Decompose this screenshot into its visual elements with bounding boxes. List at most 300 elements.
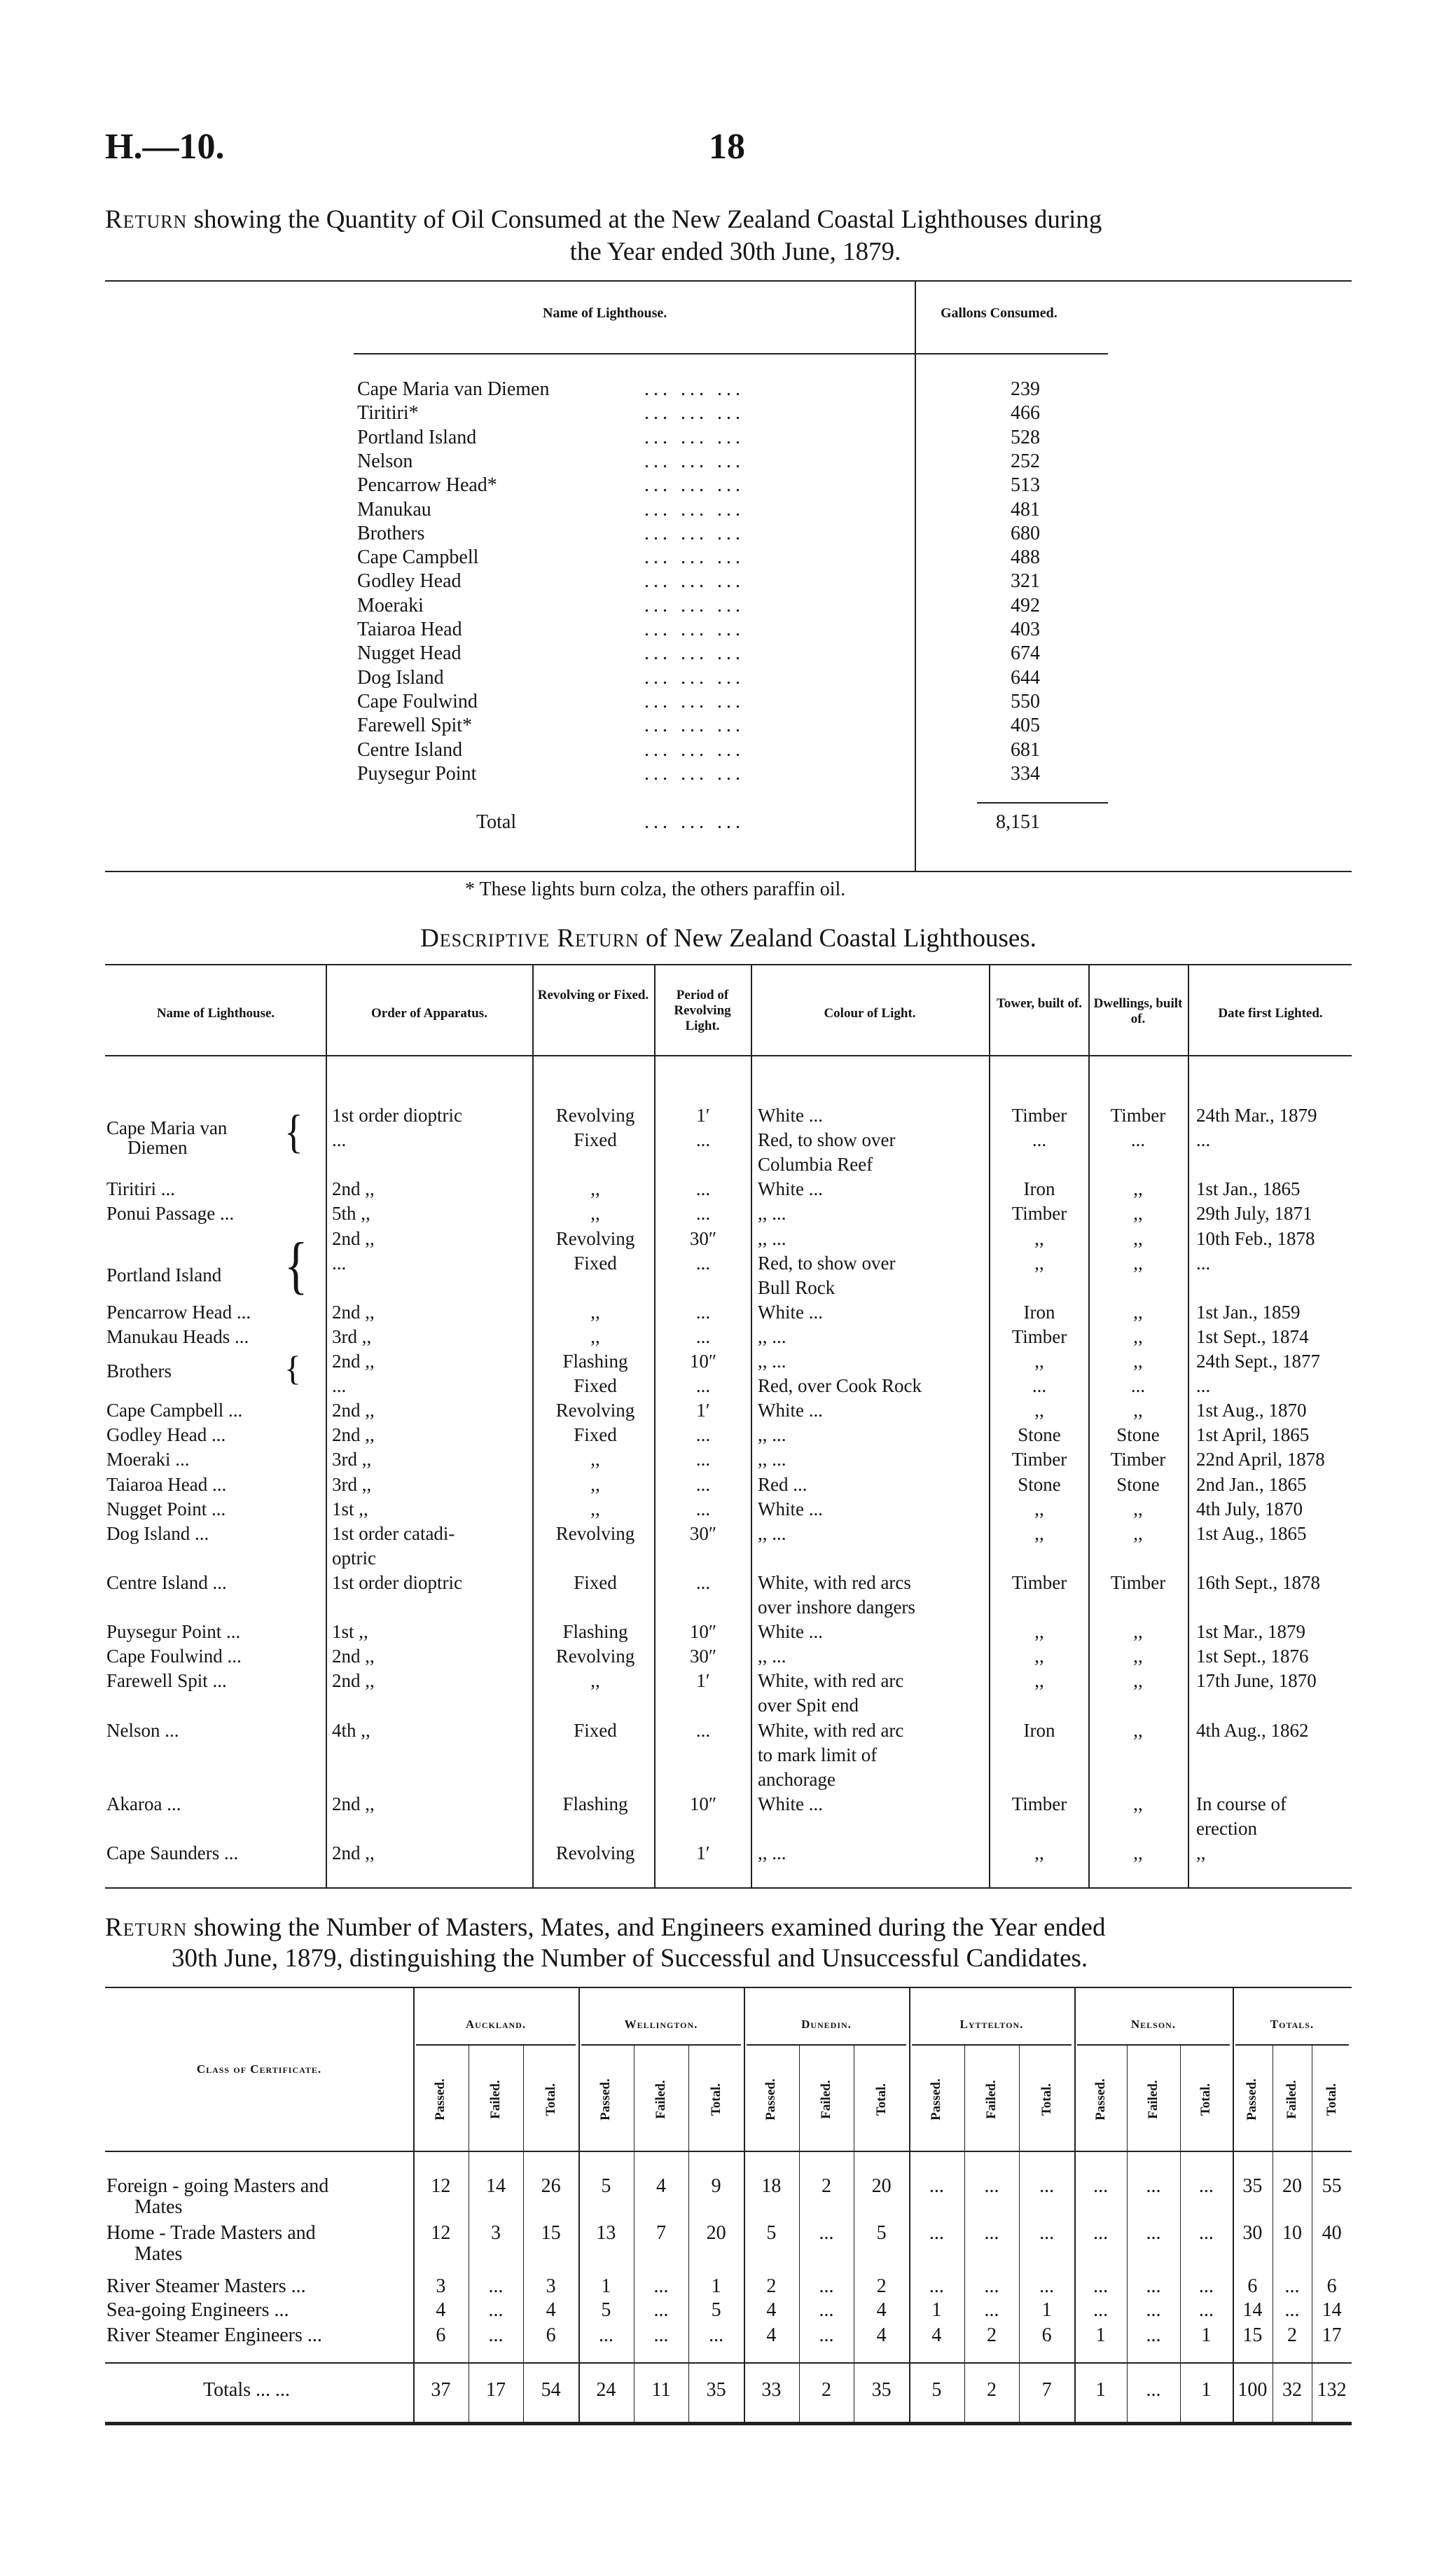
brace-icon: { (284, 1231, 308, 1302)
oil-gallons: 466 (1011, 402, 1040, 425)
masters-group-header: Nelson. (1130, 2018, 1177, 2031)
oil-leader: ... ... ... (644, 570, 744, 593)
desc-period: 1′ (696, 1105, 710, 1126)
desc-title-rest: of New Zealand Coastal Lighthouses. (645, 924, 1036, 953)
masters-cell: 40 (1322, 2222, 1342, 2244)
oil-lighthouse-name: Dog Island (357, 666, 444, 689)
desc-name: Moeraki ... (106, 1449, 190, 1470)
oil-gallons: 513 (1011, 474, 1040, 497)
desc-period: ... (695, 1498, 711, 1519)
desc-order: 1st ,, (332, 1621, 368, 1643)
oil-gallons: 403 (1011, 619, 1040, 640)
masters-cell: ... (488, 2324, 504, 2346)
desc-tower: ,, (1034, 1646, 1044, 1667)
desc-revolving: Fixed (574, 1129, 617, 1151)
desc-dwellings: ,, (1133, 1178, 1143, 1200)
desc-h-tower: Tower, built of. (996, 996, 1083, 1011)
masters-cell: ... (653, 2275, 669, 2297)
masters-cell: 35 (1242, 2175, 1263, 2197)
masters-cell: 20 (871, 2175, 892, 2197)
desc-order: ... (332, 1375, 347, 1397)
masters-cell: 6 (1247, 2275, 1258, 2297)
masters-cell: 5 (601, 2175, 611, 2197)
masters-total-cell: 132 (1317, 2379, 1347, 2401)
masters-cell: 55 (1322, 2175, 1342, 2197)
desc-name: Ponui Passage ... (106, 1203, 235, 1225)
desc-order: 1st ,, (332, 1498, 368, 1519)
desc-period: ... (695, 1178, 711, 1200)
oil-lighthouse-name: Cape Foulwind (357, 690, 478, 712)
desc-tower: Stone (1018, 1424, 1061, 1446)
desc-order: 1st order dioptric (332, 1105, 462, 1126)
desc-order: 3rd ,, (332, 1449, 372, 1470)
masters-cell: 6 (546, 2324, 556, 2346)
desc-dwellings: ,, (1133, 1621, 1143, 1643)
oil-gallons: 334 (1011, 762, 1040, 785)
masters-cell: ... (929, 2275, 944, 2297)
desc-tower: ,, (1034, 1400, 1044, 1421)
desc-tower: ,, (1034, 1252, 1044, 1274)
masters-cell: 5 (876, 2222, 887, 2244)
masters-cell: 10 (1282, 2222, 1302, 2244)
desc-period: 30″ (689, 1646, 717, 1667)
masters-cell: 9 (711, 2175, 721, 2197)
desc-name: Puysegur Point ... (106, 1621, 241, 1643)
masters-cell: 20 (1282, 2175, 1302, 2197)
desc-dwellings: ,, (1133, 1252, 1143, 1274)
masters-cell: ... (819, 2299, 834, 2321)
masters-group-rule (416, 2044, 576, 2046)
masters-cell: 1 (1041, 2299, 1052, 2321)
oil-header-rule-2 (915, 353, 1108, 354)
masters-group-rule (1077, 2044, 1230, 2046)
desc-name: Manukau Heads ... (106, 1325, 249, 1347)
oil-leader: ... ... ... (644, 498, 744, 521)
desc-tower: ,, (1034, 1621, 1044, 1643)
desc-colour: ,, ... (758, 1449, 786, 1470)
oil-leader: ... ... ... (644, 762, 744, 785)
masters-cell: ... (1093, 2222, 1109, 2244)
desc-column-line (532, 964, 534, 1887)
masters-cell: 4 (766, 2299, 777, 2321)
desc-column-line (654, 964, 656, 1887)
oil-return-title (105, 205, 1366, 235)
desc-period: 1′ (696, 1400, 710, 1421)
desc-colour: over Spit end (758, 1695, 859, 1716)
desc-revolving: Revolving (555, 1646, 635, 1667)
masters-cell: ... (653, 2324, 669, 2346)
desc-colour: Red ... (758, 1473, 807, 1495)
desc-order: 3rd ,, (332, 1325, 372, 1347)
masters-total-cell: 35 (871, 2379, 892, 2401)
desc-name: Portland Island (106, 1264, 222, 1286)
masters-cell: 18 (761, 2175, 782, 2197)
masters-cell: ... (1198, 2175, 1214, 2197)
desc-date: 1st Aug., 1870 (1196, 1400, 1307, 1421)
masters-group-header: Auckland. (465, 2018, 527, 2031)
masters-totals-rule (105, 2362, 1352, 2364)
desc-dwellings: Timber (1110, 1571, 1166, 1593)
desc-dwellings: ... (1130, 1375, 1146, 1397)
masters-title-line2: 30th June, 1879, distinguishing the Number of Successful and Unsuccessful Candidates. (172, 1944, 1088, 1973)
masters-sub-header: Failed. (653, 2080, 668, 2119)
masters-sub-header: Passed. (1244, 2079, 1260, 2121)
masters-sub-header: Failed. (1284, 2080, 1299, 2119)
masters-top-rule (105, 1987, 1352, 1988)
desc-colour: Red, over Cook Rock (758, 1375, 922, 1397)
desc-revolving: ,, (590, 1301, 600, 1323)
desc-period: 10″ (689, 1621, 717, 1643)
masters-cell: ... (1039, 2222, 1055, 2244)
desc-tower: ,, (1034, 1670, 1044, 1692)
masters-cell: ... (1039, 2175, 1055, 2197)
masters-cell: 6 (1326, 2275, 1337, 2297)
oil-gallons: 550 (1011, 690, 1040, 712)
masters-cell: 3 (546, 2275, 556, 2297)
desc-dwellings: Timber (1110, 1449, 1166, 1470)
oil-leader: ... ... ... (644, 666, 744, 689)
masters-total-cell: 32 (1282, 2379, 1302, 2401)
masters-title-smallcaps: Return (105, 1913, 188, 1942)
masters-title-rest: showing the Number of Masters, Mates, and Engineers examined during the Year ended (193, 1913, 1106, 1942)
desc-dwellings: Timber (1110, 1105, 1166, 1126)
desc-tower: Iron (1023, 1719, 1055, 1741)
desc-name: Dog Island ... (106, 1522, 209, 1544)
desc-h-revolving: Revolving or Fixed. (537, 988, 649, 1002)
desc-colour: anchorage (758, 1768, 836, 1790)
desc-column-line (326, 964, 327, 1887)
desc-title-smallcaps: Descriptive Return (420, 924, 639, 953)
masters-cell: 1 (601, 2275, 611, 2297)
masters-row-label: Home - Trade Masters and (106, 2222, 316, 2244)
masters-total-cell: 7 (1041, 2379, 1052, 2401)
desc-revolving: ,, (590, 1203, 600, 1225)
masters-total-cell: 35 (706, 2379, 726, 2401)
desc-dwellings: ,, (1133, 1351, 1143, 1372)
masters-sub-header: Passed. (929, 2079, 944, 2121)
oil-lighthouse-name: Tiritiri* (357, 402, 419, 425)
oil-header-rule (354, 353, 915, 354)
desc-date: ,, (1196, 1842, 1206, 1863)
masters-group-header: Totals. (1270, 2018, 1315, 2031)
desc-revolving: Fixed (574, 1424, 617, 1446)
masters-cell: 12 (431, 2222, 451, 2244)
desc-date: 1st Jan., 1859 (1196, 1301, 1301, 1323)
desc-name: Farewell Spit ... (106, 1670, 227, 1692)
desc-date: ... (1196, 1252, 1211, 1274)
masters-cell: ... (984, 2222, 999, 2244)
masters-cell: 5 (766, 2222, 777, 2244)
masters-total-cell: 17 (486, 2379, 506, 2401)
masters-cell: ... (1146, 2299, 1161, 2321)
desc-dwellings: ,, (1133, 1498, 1143, 1519)
desc-colour: over inshore dangers (758, 1597, 915, 1618)
descriptive-title (105, 923, 1352, 953)
desc-name: Taiaroa Head ... (106, 1473, 227, 1495)
desc-revolving: ,, (590, 1670, 600, 1692)
oil-gallons: 492 (1011, 594, 1040, 616)
masters-cell: ... (1146, 2275, 1161, 2297)
desc-date: 17th June, 1870 (1196, 1670, 1317, 1692)
desc-order: ... (332, 1129, 347, 1151)
desc-colour: to mark limit of (758, 1744, 878, 1765)
masters-bottom-rule (105, 2422, 1352, 2425)
desc-period: ... (695, 1252, 711, 1274)
desc-order: optric (332, 1547, 376, 1569)
desc-h-colour: Colour of Light. (824, 1006, 916, 1021)
desc-tower: ... (1032, 1129, 1047, 1151)
masters-cell: 5 (601, 2299, 611, 2321)
oil-total-leader: ... ... ... (644, 811, 744, 833)
masters-cell: ... (1039, 2275, 1055, 2297)
desc-dwellings: ,, (1133, 1400, 1143, 1421)
oil-lighthouse-name: Centre Island (357, 738, 463, 761)
oil-lighthouse-name: Manukau (357, 498, 431, 521)
oil-leader: ... ... ... (644, 450, 744, 472)
masters-group-line (1074, 1987, 1076, 2422)
desc-revolving: Fixed (574, 1375, 617, 1397)
desc-revolving: Flashing (562, 1621, 628, 1643)
masters-cell: 2 (987, 2324, 997, 2346)
masters-group-line (578, 1987, 580, 2422)
oil-gallons: 680 (1011, 522, 1040, 544)
desc-revolving: Revolving (555, 1400, 635, 1421)
masters-total-cell: 37 (431, 2379, 451, 2401)
document-id: H.—10. (105, 127, 225, 167)
desc-date: 1st Jan., 1865 (1196, 1178, 1301, 1200)
masters-sub-header: Failed. (819, 2080, 833, 2119)
masters-cell: ... (819, 2324, 834, 2346)
desc-date: 2nd Jan., 1865 (1196, 1473, 1307, 1495)
desc-revolving: Flashing (562, 1351, 628, 1372)
desc-colour: Red, to show over (758, 1129, 896, 1151)
masters-cell: 15 (1242, 2324, 1263, 2346)
desc-revolving: ,, (590, 1498, 600, 1519)
desc-period: ... (695, 1473, 711, 1495)
desc-tower: Iron (1023, 1178, 1055, 1200)
oil-leader: ... ... ... (644, 594, 744, 616)
desc-name-cont: Diemen (127, 1136, 188, 1158)
desc-dwellings: ,, (1133, 1522, 1143, 1544)
masters-cell: 7 (656, 2222, 666, 2244)
masters-cell: ... (1284, 2299, 1300, 2321)
desc-h-order: Order of Apparatus. (371, 1006, 487, 1021)
desc-revolving: Revolving (555, 1227, 635, 1249)
masters-sub-header: Total. (873, 2083, 889, 2116)
masters-cell: 14 (486, 2175, 506, 2197)
oil-leader: ... ... ... (644, 426, 744, 448)
masters-cell: 6 (436, 2324, 446, 2346)
masters-sub-header: Passed. (1093, 2079, 1108, 2121)
oil-lighthouse-name: Portland Island (357, 426, 477, 448)
desc-order: 1st order catadi- (332, 1522, 455, 1544)
desc-dwellings: ,, (1133, 1227, 1143, 1249)
desc-h-dwellings: Dwellings, built of. (1093, 996, 1183, 1026)
masters-cell: 30 (1242, 2222, 1263, 2244)
masters-cell: 1 (711, 2275, 721, 2297)
masters-row-label: Foreign - going Masters and (106, 2175, 329, 2197)
desc-name: Cape Saunders ... (106, 1842, 239, 1863)
desc-name: Cape Foulwind ... (106, 1646, 242, 1667)
masters-cell: ... (1146, 2324, 1161, 2346)
desc-revolving: ,, (590, 1178, 600, 1200)
masters-cell: ... (1198, 2299, 1214, 2321)
oil-lighthouse-name: Farewell Spit* (357, 715, 473, 737)
desc-column-line (1188, 964, 1189, 1887)
masters-sub-header: Total. (1324, 2083, 1339, 2116)
masters-group-rule (581, 2044, 741, 2046)
oil-leader: ... ... ... (644, 378, 744, 400)
desc-dwellings: ... (1130, 1129, 1146, 1151)
desc-date: 1st April, 1865 (1196, 1424, 1310, 1446)
masters-cell: ... (653, 2299, 669, 2321)
desc-colour: Columbia Reef (758, 1154, 873, 1176)
desc-order: 2nd ,, (332, 1793, 375, 1814)
desc-period: ... (695, 1375, 711, 1397)
desc-order: 2nd ,, (332, 1842, 375, 1863)
masters-sub-line (523, 2044, 524, 2422)
desc-period: ... (695, 1719, 711, 1741)
masters-total-cell: 2 (987, 2379, 997, 2401)
masters-row-label: River Steamer Engineers ... (106, 2324, 322, 2346)
desc-colour: ,, ... (758, 1424, 786, 1446)
desc-period: ... (695, 1325, 711, 1347)
oil-lighthouse-name: Cape Maria van Diemen (357, 378, 550, 400)
desc-date: 4th Aug., 1862 (1196, 1719, 1309, 1741)
oil-lighthouse-name: Nelson (357, 450, 413, 472)
masters-cell: 12 (431, 2175, 451, 2197)
masters-cell: ... (819, 2275, 834, 2297)
oil-leader: ... ... ... (644, 474, 744, 497)
desc-top-rule (105, 964, 1352, 965)
title-smallcaps: Return (105, 205, 188, 234)
masters-cell: 4 (876, 2299, 887, 2321)
desc-name: Nelson ... (106, 1719, 179, 1741)
oil-leader: ... ... ... (644, 402, 744, 425)
desc-dwellings: ,, (1133, 1670, 1143, 1692)
masters-cell: ... (1198, 2275, 1214, 2297)
desc-order: 2nd ,, (332, 1670, 375, 1692)
oil-lighthouse-name: Pencarrow Head* (357, 474, 497, 497)
masters-row-label-cont: Mates (134, 2196, 183, 2218)
masters-cell: ... (488, 2275, 504, 2297)
masters-cell: 2 (766, 2275, 777, 2297)
masters-cell: ... (709, 2324, 724, 2346)
masters-sub-header: Failed. (1146, 2080, 1160, 2119)
oil-leader: ... ... ... (644, 715, 744, 737)
desc-order: 5th ,, (332, 1203, 370, 1225)
desc-colour: White, with red arc (758, 1670, 904, 1692)
desc-order: 2nd ,, (332, 1227, 375, 1249)
desc-period: ... (695, 1301, 711, 1323)
oil-leader: ... ... ... (644, 522, 744, 544)
desc-date: 1st Sept., 1876 (1196, 1646, 1309, 1667)
masters-cell: 2 (1287, 2324, 1297, 2346)
desc-period: 30″ (689, 1522, 717, 1544)
masters-row-label: River Steamer Masters ... (106, 2275, 306, 2297)
desc-date: 24th Mar., 1879 (1196, 1105, 1317, 1126)
desc-name: Centre Island ... (106, 1571, 227, 1593)
masters-cell: ... (598, 2324, 613, 2346)
oil-sum-rule (977, 802, 1108, 804)
desc-colour: ,, ... (758, 1842, 786, 1863)
desc-colour: White ... (758, 1105, 823, 1126)
masters-cell: 5 (711, 2299, 721, 2321)
page-number: 18 (709, 127, 745, 167)
desc-revolving: Fixed (574, 1571, 617, 1593)
oil-col-gallons-header: Gallons Consumed. (941, 305, 1058, 321)
desc-colour: White ... (758, 1498, 823, 1519)
oil-gallons: 681 (1011, 738, 1040, 761)
masters-cell: 3 (491, 2222, 501, 2244)
masters-cell: ... (1093, 2275, 1109, 2297)
desc-date: 16th Sept., 1878 (1196, 1571, 1321, 1593)
desc-period: ... (695, 1424, 711, 1446)
desc-colour: ,, ... (758, 1646, 786, 1667)
oil-col-name-header: Name of Lighthouse. (543, 305, 667, 321)
oil-lighthouse-name: Cape Campbell (357, 546, 479, 569)
desc-date: 4th July, 1870 (1196, 1498, 1303, 1519)
desc-revolving: ,, (590, 1473, 600, 1495)
masters-cell: 4 (876, 2324, 887, 2346)
desc-column-line (751, 964, 752, 1887)
desc-revolving: Revolving (555, 1105, 635, 1126)
desc-dwellings: ,, (1133, 1325, 1143, 1347)
desc-tower: Timber (1011, 1793, 1067, 1814)
masters-cell: 2 (876, 2275, 887, 2297)
oil-col-divider (915, 280, 916, 871)
masters-row-label: Sea-going Engineers ... (106, 2299, 289, 2321)
desc-colour: ,, ... (758, 1522, 786, 1544)
masters-cell: ... (929, 2175, 944, 2197)
desc-tower: Stone (1018, 1473, 1061, 1495)
desc-period: 10″ (689, 1793, 717, 1814)
masters-cell: 3 (436, 2275, 446, 2297)
desc-date: ... (1196, 1375, 1211, 1397)
desc-colour: White ... (758, 1178, 823, 1200)
oil-total-label: Total (476, 811, 517, 833)
masters-cell: 4 (766, 2324, 777, 2346)
masters-cell: ... (488, 2299, 504, 2321)
masters-sub-header: Total. (1039, 2083, 1054, 2116)
desc-colour: ,, ... (758, 1351, 786, 1372)
desc-dwellings: ,, (1133, 1719, 1143, 1741)
masters-sub-header: Failed. (984, 2080, 999, 2119)
desc-colour: White ... (758, 1793, 823, 1814)
oil-lighthouse-name: Brothers (357, 522, 425, 544)
masters-cell: 4 (436, 2299, 446, 2321)
desc-dwellings: ,, (1133, 1793, 1143, 1814)
desc-colour: White, with red arcs (758, 1571, 911, 1593)
oil-gallons: 252 (1011, 450, 1040, 472)
desc-date: 10th Feb., 1878 (1196, 1227, 1315, 1249)
masters-sub-line (799, 2044, 800, 2422)
oil-leader: ... ... ... (644, 738, 744, 761)
masters-sub-header: Total. (708, 2083, 723, 2116)
oil-gallons: 488 (1011, 546, 1040, 569)
desc-colour: Red, to show over (758, 1252, 896, 1274)
masters-cell: ... (929, 2222, 944, 2244)
oil-gallons: 528 (1011, 426, 1040, 448)
masters-total-cell: 24 (596, 2379, 616, 2401)
masters-row-label-cont: Mates (134, 2243, 183, 2265)
desc-date: ... (1196, 1129, 1211, 1151)
masters-total-cell: ... (1146, 2379, 1161, 2401)
oil-gallons: 481 (1011, 498, 1040, 521)
desc-colour: White ... (758, 1400, 823, 1421)
masters-group-rule (747, 2044, 906, 2046)
desc-period: ... (695, 1129, 711, 1151)
